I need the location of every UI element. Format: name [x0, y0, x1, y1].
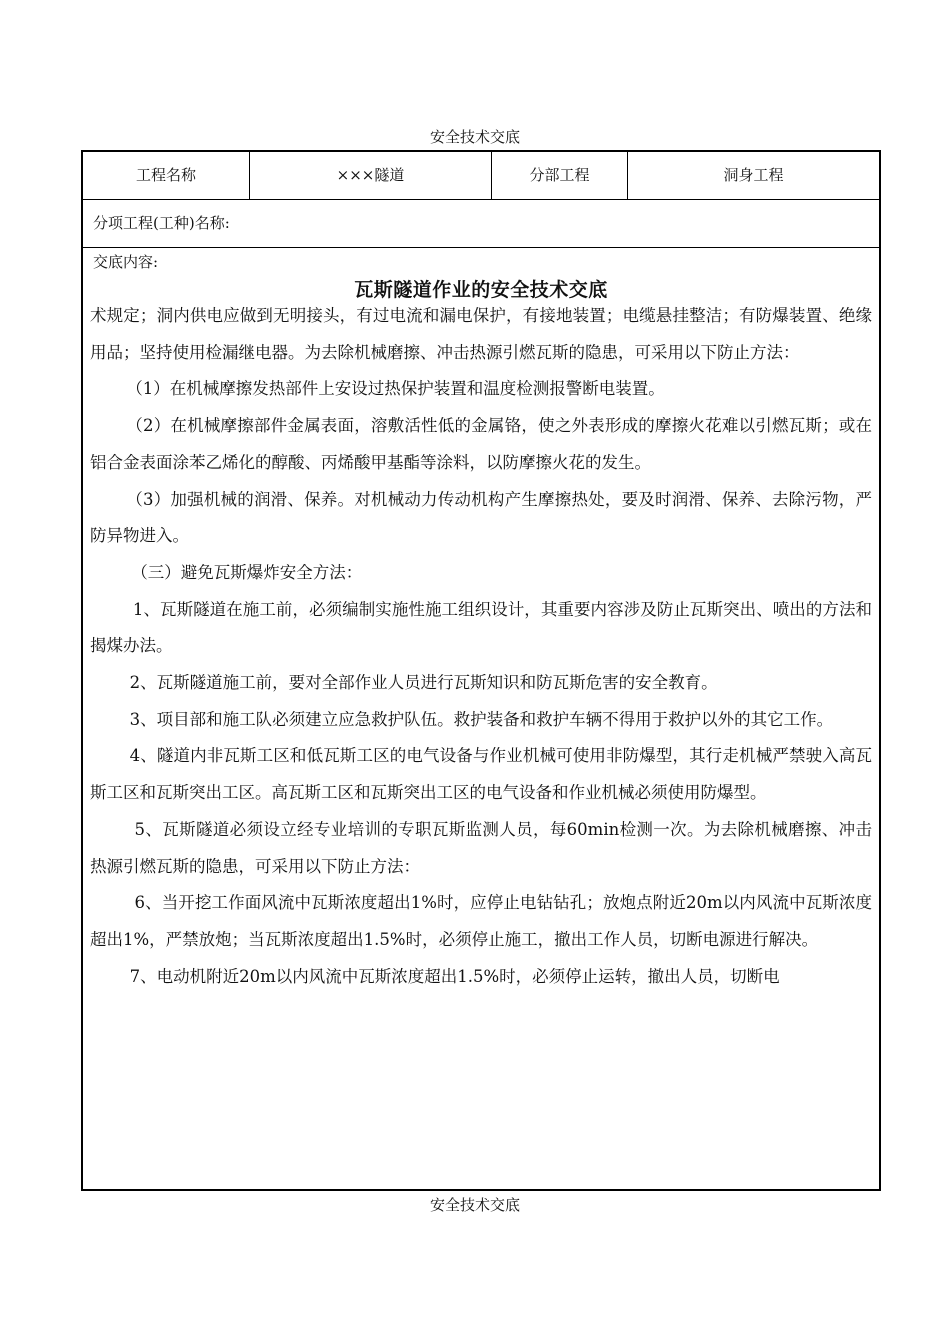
paragraph: （3）加强机械的润滑、保养。对机械动力传动机构产生摩擦热处，要及时润滑、保养、去除污物，严防异物进入。: [90, 489, 872, 546]
paragraph: （三）避免瓦斯爆炸安全方法：: [131, 562, 363, 582]
document-title: 瓦斯隧道作业的安全技术交底: [354, 279, 608, 301]
header-caption: 安全技术交底: [429, 128, 520, 146]
subitem-label: 分项工程(工种)名称:: [93, 214, 230, 232]
paragraph: （2）在机械摩擦部件金属表面，溶敷活性低的金属铬，使之外表形成的摩擦火花难以引燃瓦斯；或在铝合金表面涂苯乙烯化的醇酸、丙烯酸甲基酯等涂料，以防摩擦火花的发生。: [90, 416, 872, 472]
subitem-row: [83, 199, 879, 248]
paragraph: 2、瓦斯隧道施工前，要对全部作业人员进行瓦斯知识和防瓦斯危害的安全教育。: [129, 673, 718, 693]
paragraph: 4、隧道内非瓦斯工区和低瓦斯工区的电气设备与作业机械可使用非防爆型，其行走机械严禁驶入高瓦斯工区和瓦斯突出工区。高瓦斯工区和瓦斯突出工区的电气设备和作业机械必须使用防爆型。: [90, 746, 872, 803]
paragraph: 7、电动机附近20m以内风流中瓦斯浓度超出1.5%时，必须停止运转，撤出人员，切断电: [129, 966, 780, 986]
paragraph: 1、瓦斯隧道在施工前，必须编制实施性施工组织设计，其重要内容涉及防止瓦斯突出、喷出的方法和揭煤办法。: [90, 599, 872, 656]
content-label: 交底内容:: [93, 253, 159, 271]
project-name-label: 工程名称: [83, 152, 250, 199]
document-body: [90, 298, 872, 995]
briefing-content: [83, 247, 879, 1189]
project-info-row: [83, 152, 879, 200]
paragraph: 6、当开挖工作面风流中瓦斯浓度超出1%时，应停止电钻钻孔；放炮点附近20m以内风流中瓦斯浓度超出1%，严禁放炮；当瓦斯浓度超出1.5%时，必须停止施工，撤出工作人员，切断电源进行解决。: [90, 893, 872, 949]
paragraph: 5、瓦斯隧道必须设立经专业培训的专职瓦斯监测人员，每60min检测一次。为去除机械磨擦、冲击热源引燃瓦斯的隐患，可采用以下防止方法：: [90, 819, 872, 876]
paragraph: （1）在机械摩擦发热部件上安设过热保护装置和温度检测报警断电装置。: [126, 379, 665, 399]
safety-briefing-form: [81, 150, 881, 1191]
division-label: 分部工程: [492, 152, 628, 199]
paragraph: 3、项目部和施工队必须建立应急救护队伍。救护装备和救护车辆不得用于救护以外的其它工作。: [129, 709, 834, 729]
project-name-value: ×××隧道: [250, 152, 492, 199]
paragraph: 术规定；洞内供电应做到无明接头，有过电流和漏电保护，有接地装置；电缆悬挂整洁；有防爆装置、绝缘用品；坚持使用检漏继电器。为去除机械磨擦、冲击热源引燃瓦斯的隐患，可采用以下防止方法：: [90, 306, 872, 362]
footer-caption: 安全技术交底: [429, 1196, 520, 1214]
division-value: 洞身工程: [723, 166, 784, 184]
